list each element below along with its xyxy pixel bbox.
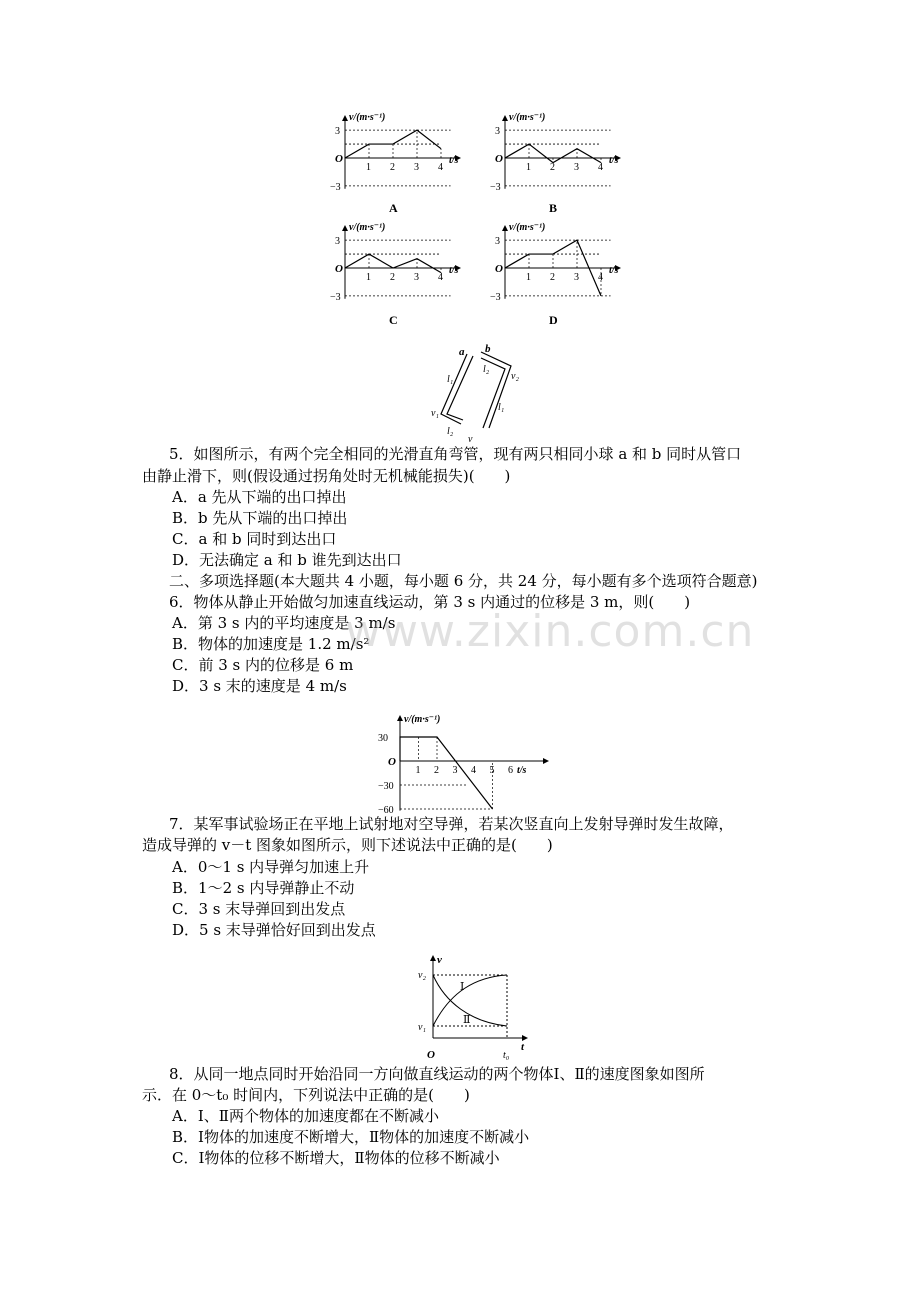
x-label: t/s <box>449 265 459 276</box>
y-tick-3: 3 <box>495 126 500 138</box>
q5-option-d: D．无法确定 a 和 b 谁先到达出口 <box>172 551 402 569</box>
q7-xlabel: t/s <box>517 765 527 776</box>
graph-d <box>490 222 620 303</box>
x-tick: 4 <box>438 162 443 173</box>
y-tick-3: 3 <box>335 236 340 248</box>
x-label: t/s <box>449 155 459 166</box>
graph-b <box>490 112 620 193</box>
q7-line1: 7．某军事试验场正在平地上试射地对空导弹，若某次竖直向上发射导弹时发生故障， <box>169 815 734 833</box>
x-tick: 3 <box>574 162 579 173</box>
x-tick: 1 <box>526 272 531 283</box>
y-tick-neg3: −3 <box>490 291 501 303</box>
q8-line1: 8．从同一地点同时开始沿同一方向做直线运动的两个物体Ⅰ、Ⅱ的速度图象如图所 <box>169 1065 705 1083</box>
q5-option-a: A．a 先从下端的出口掉出 <box>172 488 347 506</box>
q8-origin: O <box>427 1049 435 1061</box>
y-tick-3: 3 <box>335 126 340 138</box>
graph-a-label: A <box>389 201 398 215</box>
x-tick: 3 <box>414 162 419 173</box>
x-tick: 3 <box>414 272 419 283</box>
x-tick: 4 <box>598 162 603 173</box>
series-line <box>345 254 441 273</box>
tube-label-a: a <box>459 346 465 358</box>
q8-xlabel: t <box>521 1041 525 1053</box>
q7-x-tick: 1 <box>415 765 421 776</box>
tube-figure <box>425 344 545 444</box>
x-tick: 4 <box>438 272 443 283</box>
q6-stem: 6．物体从静止开始做匀加速直线运动，第 3 s 内通过的位移是 3 m，则( ) <box>169 593 691 611</box>
q7-x-tick: 3 <box>452 765 458 776</box>
q7-series-line <box>400 737 493 809</box>
y-label: v/(m·s⁻¹) <box>349 222 386 233</box>
q7-x-tick: 4 <box>471 765 476 776</box>
y-tick-3: 3 <box>495 236 500 248</box>
q5-line1: 5．如图所示，有两个完全相同的光滑直角弯管，现有两只相同小球 a 和 b 同时从管口 <box>169 445 742 463</box>
q7-y-tick: 30 <box>378 733 388 744</box>
x-tick: 4 <box>598 272 603 283</box>
x-label: t/s <box>609 265 619 276</box>
q7-origin: O <box>388 756 396 768</box>
q8-curve2-label: Ⅱ <box>463 1014 471 1026</box>
tube-label-v2: v₂ <box>511 371 519 382</box>
graph-d-label: D <box>549 313 558 327</box>
q7-x-tick: 2 <box>434 765 439 776</box>
q7-line2: 造成导弹的 v－t 图象如图所示，则下述说法中正确的是( ) <box>142 836 553 854</box>
q6-option-c: C．前 3 s 内的位移是 6 m <box>172 656 354 674</box>
x-tick: 2 <box>390 272 395 283</box>
tube-label-l2-top: l₂ <box>483 364 490 375</box>
origin: O <box>495 263 503 275</box>
y-label: v/(m·s⁻¹) <box>349 112 386 123</box>
q7-y-tick: −60 <box>378 805 394 816</box>
x-tick: 2 <box>390 162 395 173</box>
x-tick: 2 <box>550 162 555 173</box>
y-tick-neg3: −3 <box>330 291 341 303</box>
q7-option-d: D．5 s 末导弹恰好回到出发点 <box>172 921 376 939</box>
origin: O <box>335 263 343 275</box>
q8-option-a: A．Ⅰ、Ⅱ两个物体的加速度都在不断减小 <box>172 1107 439 1125</box>
q6-option-d: D．3 s 末的速度是 4 m/s <box>172 677 347 695</box>
tube-label-l1-right: l₁ <box>498 402 505 413</box>
q5-line2: 由静止滑下，则(假设通过拐角处时无机械能损失)( ) <box>142 467 511 485</box>
x-label: t/s <box>609 155 619 166</box>
x-tick: 2 <box>550 272 555 283</box>
graph-c-label: C <box>389 313 398 327</box>
q7-y-tick: −30 <box>378 781 394 792</box>
q8-ylabel: v <box>437 954 442 966</box>
y-label: v/(m·s⁻¹) <box>509 222 546 233</box>
watermark: www.zixin.com.cn <box>345 606 755 657</box>
graph-c <box>330 222 460 303</box>
y-tick-neg3: −3 <box>490 181 501 193</box>
q7-x-tick: 6 <box>508 765 513 776</box>
q7-option-a: A．0～1 s 内导弹匀加速上升 <box>172 858 370 876</box>
tube-label-l1-left: l₁ <box>447 374 454 385</box>
q8-option-c: C．Ⅰ物体的位移不断增大，Ⅱ物体的位移不断减小 <box>172 1149 500 1167</box>
q5-option-b: B．b 先从下端的出口掉出 <box>172 509 348 527</box>
x-tick: 3 <box>574 272 579 283</box>
tube-label-l2-bottom: l₂ <box>447 426 454 437</box>
q7-option-b: B．1～2 s 内导弹静止不动 <box>172 879 355 897</box>
graph-a <box>330 112 460 193</box>
q5-option-c: C．a 和 b 同时到达出口 <box>172 530 337 548</box>
x-tick: 1 <box>366 162 371 173</box>
q6-option-a: A．第 3 s 内的平均速度是 3 m/s <box>172 614 396 632</box>
origin: O <box>335 153 343 165</box>
q8-curve1-label: Ⅰ <box>460 981 465 993</box>
tube-label-v: v <box>468 434 473 445</box>
graph-b-label: B <box>549 201 558 215</box>
q8-v2: v₂ <box>418 970 426 981</box>
q8-v1: v₁ <box>418 1022 426 1033</box>
y-label: v/(m·s⁻¹) <box>509 112 546 123</box>
y-tick-neg3: −3 <box>330 181 341 193</box>
x-tick: 1 <box>366 272 371 283</box>
q7-ylabel: v/(m·s⁻¹) <box>404 714 441 725</box>
q8-graph <box>415 952 535 1064</box>
section-2-heading: 二、多项选择题(本大题共 4 小题，每小题 6 分，共 24 分，每小题有多个选项符合题意) <box>169 572 758 590</box>
q7-x-tick: 5 <box>489 765 495 776</box>
q8-option-b: B．Ⅰ物体的加速度不断增大，Ⅱ物体的加速度不断减小 <box>172 1128 530 1146</box>
x-tick: 1 <box>526 162 531 173</box>
q6-option-b: B．物体的加速度是 1.2 m/s² <box>172 635 370 653</box>
tube-label-v1: v₁ <box>431 408 439 419</box>
q7-graph <box>360 710 560 816</box>
origin: O <box>495 153 503 165</box>
graphs-abcd <box>0 0 920 340</box>
tube-label-b: b <box>485 343 491 355</box>
q8-t0: t₀ <box>503 1050 510 1061</box>
q8-line2: 示．在 0～t₀ 时间内，下列说法中正确的是( ) <box>142 1086 470 1104</box>
q7-option-c: C．3 s 末导弹回到出发点 <box>172 900 346 918</box>
